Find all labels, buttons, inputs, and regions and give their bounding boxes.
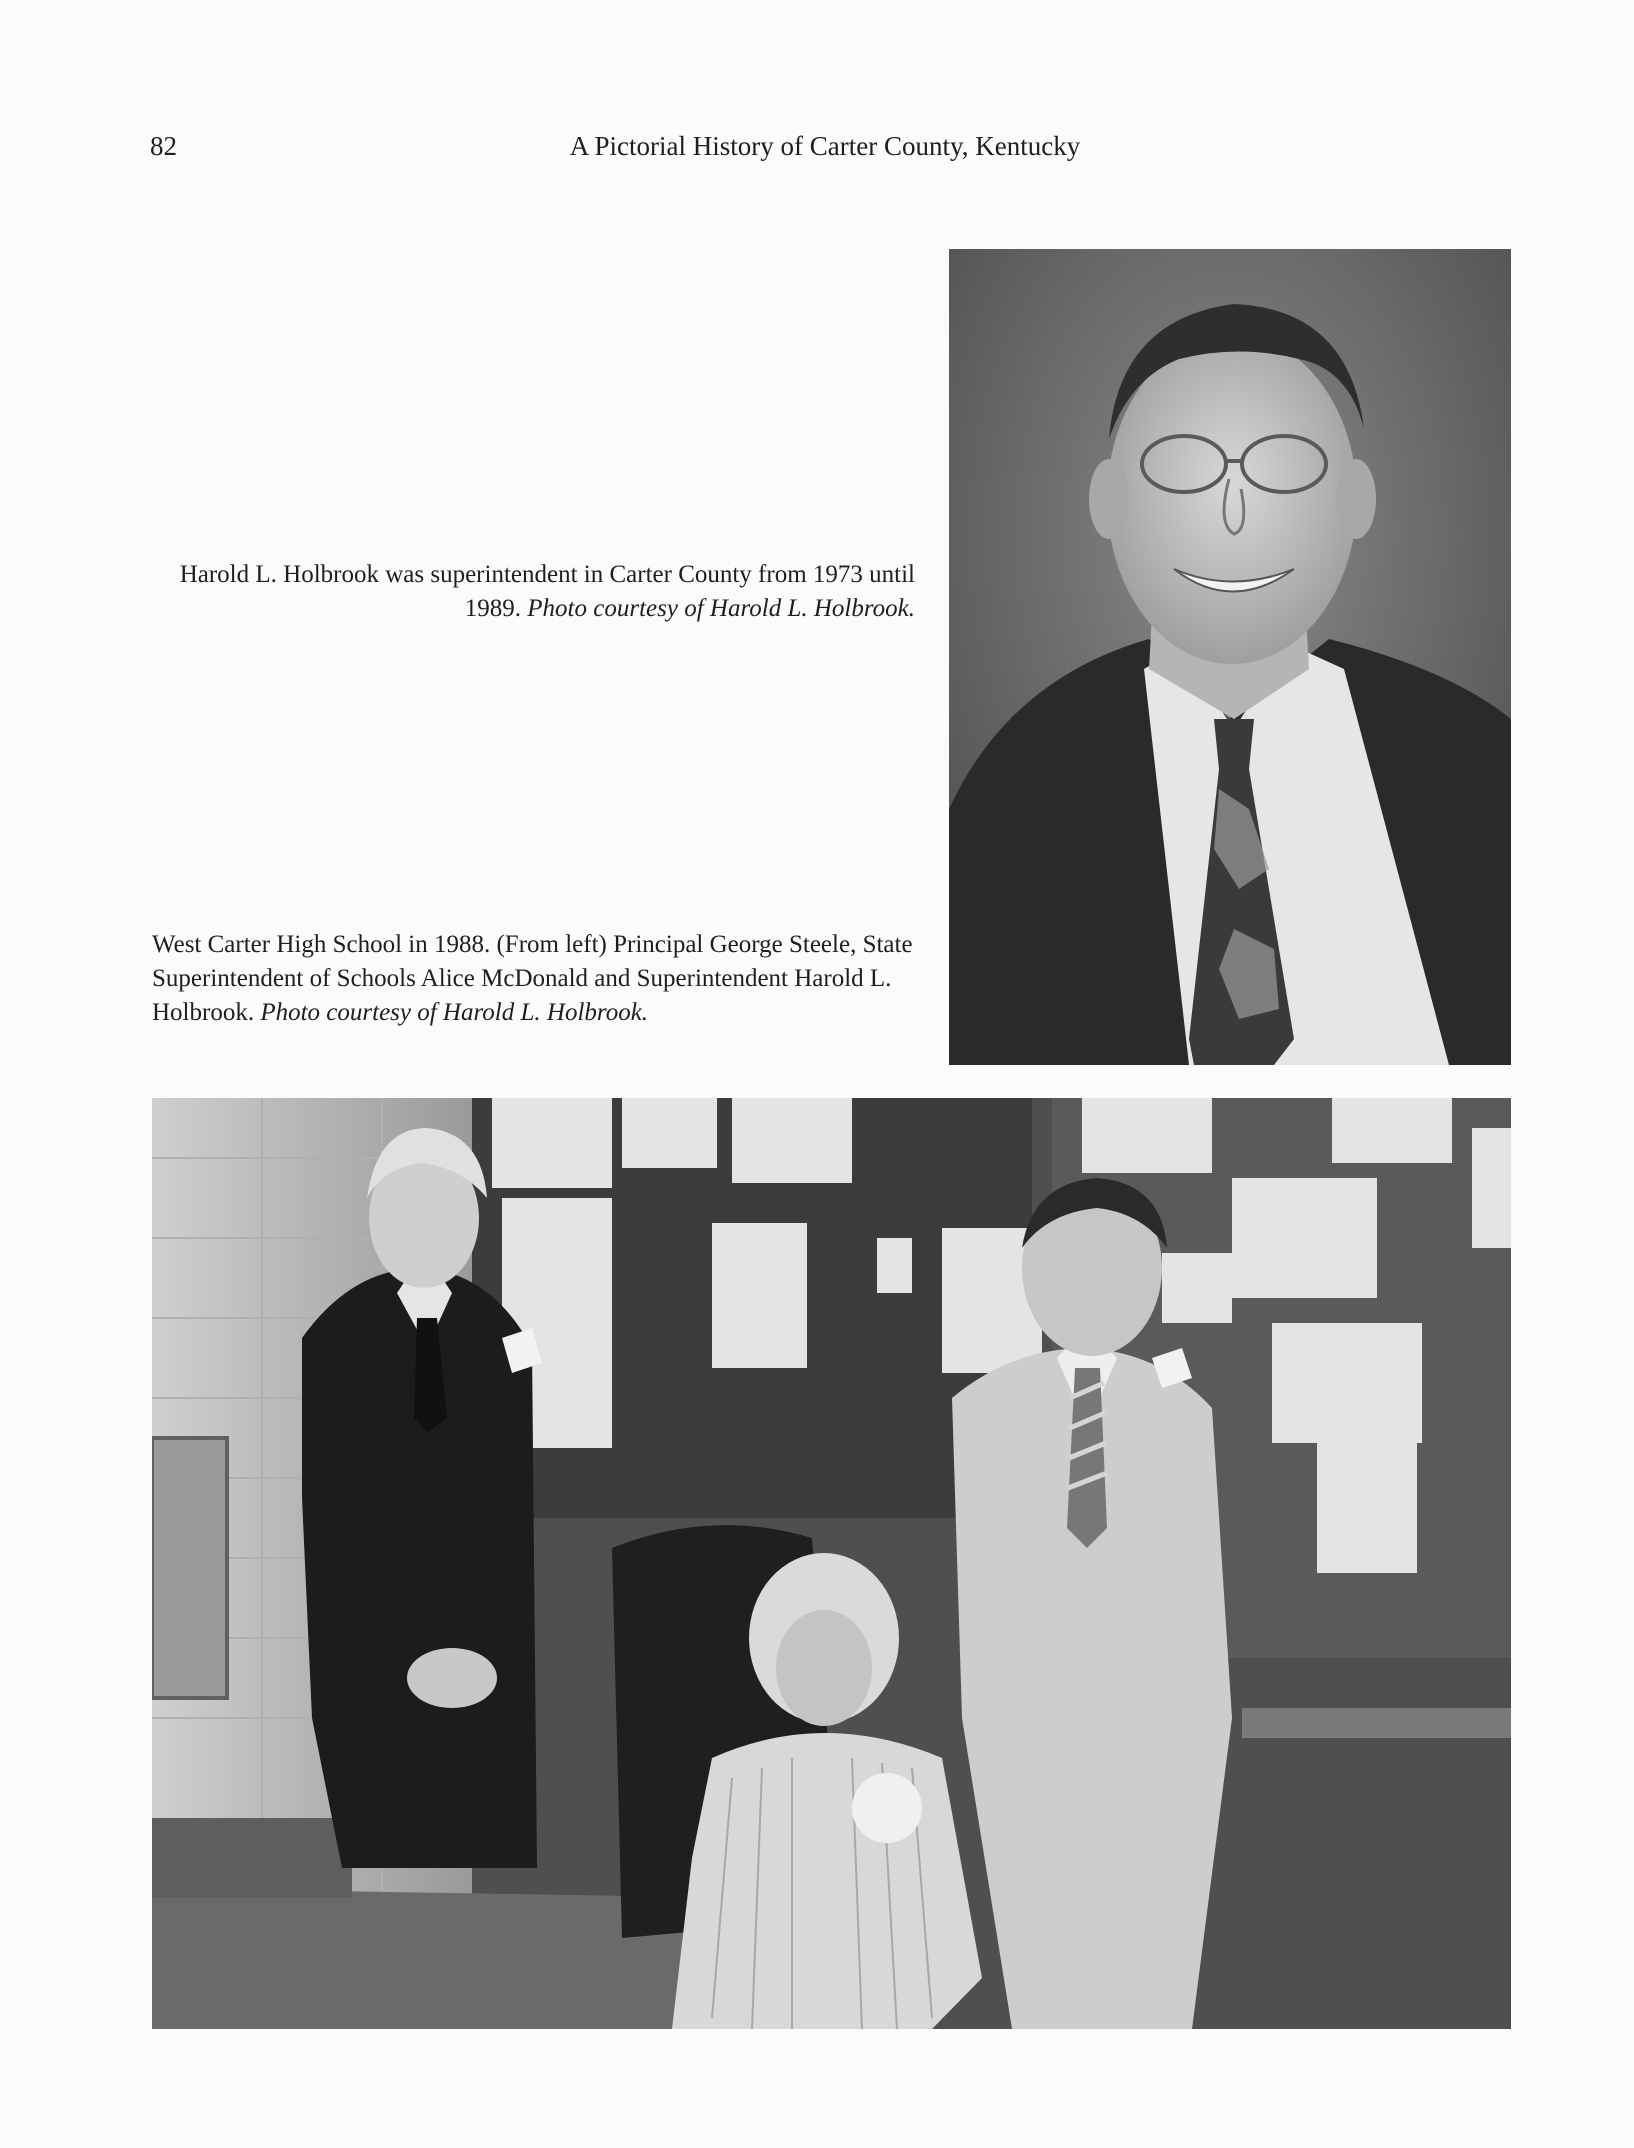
group-photo-image [152, 1098, 1511, 2029]
caption-text: West Carter High School in 1988. (From left) Principal George Steele, State Superintendent of Schools Alice McDonald and Superintendent Harold L. Holbrook. [152, 931, 913, 1026]
page-number: 82 [150, 131, 177, 161]
group-photo [152, 1098, 1511, 2029]
portrait-photo-image [949, 249, 1511, 1065]
caption-group-photo [152, 928, 927, 1030]
photo-credit: Photo courtesy of Harold L. Holbrook. [260, 999, 649, 1026]
caption-text: Harold L. Holbrook was superintendent in Carter County from 1973 until 1989. [179, 561, 915, 622]
photo-credit: Photo courtesy of Harold L. Holbrook. [527, 595, 915, 622]
running-head: A Pictorial History of Carter County, Kentucky [569, 131, 1081, 161]
portrait-photo [949, 249, 1511, 1065]
caption-holbrook-portrait [150, 558, 915, 626]
